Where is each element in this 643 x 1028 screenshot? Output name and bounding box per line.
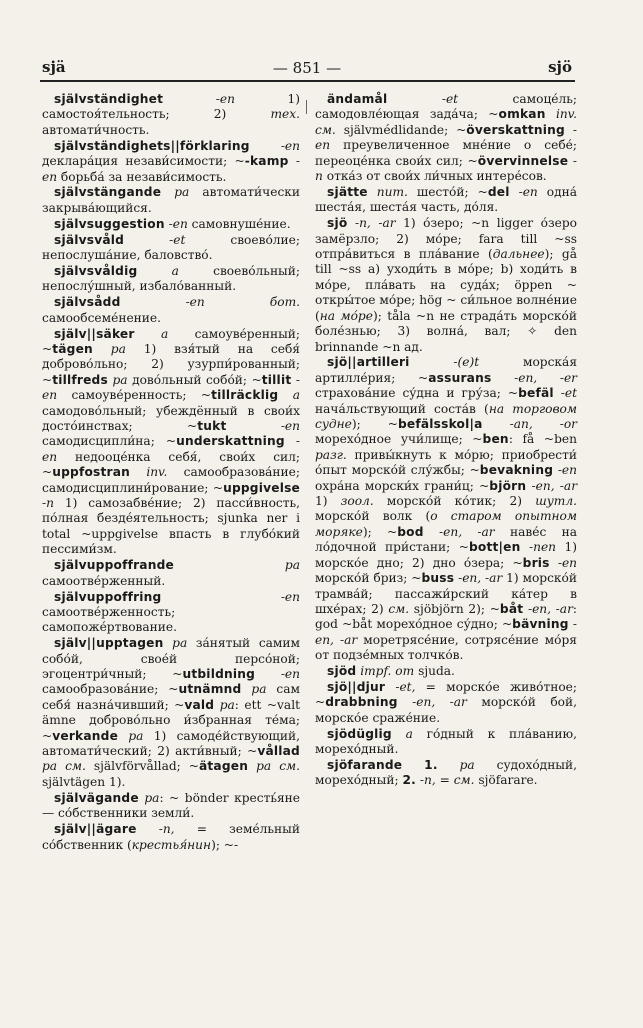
left-column: [42, 92, 300, 853]
page-number: — 851 —: [272, 59, 342, 77]
dictionary-entry: självsvåldig a своево́льный; непослу́шный, избало́ванный.: [42, 263, 300, 294]
dictionary-entry: själv||ägare -n, = земе́льный со́бственник (крестья́нин); ~-: [42, 822, 301, 852]
dictionary-entry: sjö||artilleri -(e)t морска́я артилле́рия; ~assurans -en, -er страхова́ние су́дна и гру́за; ~befäl -et нача́льствующий соста́в (на торговом судне); ~befälsskol|a -an, -or морехо́дное учи́лище; ~ben: få ~ben разг. привы́кнуть к мо́рю; приобрести́ о́пыт морско́й слу́жбы; ~bevakning -en охра́на морски́х грани́ц; ~björn -en, -ar 1) зоол. морско́й ко́тик; 2) шутл. морско́й волк (о старом опытном моряке); ~bod -en, -ar наве́с на ло́дочной при́стани; ~bott|en -nen 1) морско́е дно; 2) дно о́зера; ~bris -en морско́й бриз; ~buss -en, -ar 1) морско́й трамва́й; пассажи́рский ка́тер в шхе́рах; 2) см. sjöbjörn 2); ~båt -en, -ar: god ~båt морехо́дное су́дно; ~bävning -en, -ar моретрясе́ние, сотрясе́ние мо́ря от подзе́мных толчко́в.: [315, 355, 578, 663]
guide-word-left: sjä: [42, 58, 66, 76]
dictionary-entry: självuppoffrande pa самоотве́рженный.: [42, 558, 300, 588]
dictionary-entry: sjö -n, -ar 1) о́зеро; ~n ligger о́зеро замёрзло; 2) мо́ре; fara till ~ss отпра́виться в пла́вание (дальнее); gå till ~ss а) уходи́ть в мо́ре; b) ходи́ть в мо́ре, пла́вать на суда́х; öppen ~ откры́тое мо́ре; hög ~ си́льное волне́ние (на мо́ре); tåla ~n не страда́ть морско́й боле́знью; 3) волна́, вал; ✧ den brinnande ~n ад.: [315, 216, 578, 354]
header-rule: [40, 80, 575, 82]
dictionary-entry: sjödüglig a го́дный к пла́ванию, морехо́дный.: [315, 726, 577, 757]
dictionary-entry: självständighet -en 1) самостоя́тельность; 2) тех. автомати́чность.: [42, 92, 301, 137]
right-column: [315, 92, 577, 789]
dictionary-entry: självstängande pa автомати́чески закрыва́ющийся.: [42, 185, 301, 215]
dictionary-entry: självuppoffring -en самоотве́рженность; самопоже́ртвование.: [42, 589, 300, 635]
dictionary-entry: själv||upptagen pa за́нятый самим собо́й, свое́й персо́ной; эгоцентри́чный; ~utbildning -en самообразова́ние; ~utnämnd pa сам себя́ назна́чивший; ~vald pa: ett ~valt ämne доброво́льно и́збранная те́ма; ~verkande pa 1) самоде́йствующий, автомати́ческий; 2) акти́вный; ~vållad pa см. självförvållad; ~ätagen pa см. självtägen 1).: [42, 636, 301, 789]
dictionary-entry: sjätte num. шесто́й; ~del -en одна́ шеста́я, шеста́я часть, до́ля.: [315, 184, 578, 215]
dictionary-entry: sjö||djur -et, = морско́е живо́тное; ~drabbning -en, -ar морско́й бой, морско́е сраже́ние.: [315, 679, 578, 725]
dictionary-entry: sjöfarande 1. pa судохо́дный, морехо́дный; 2. -n, = см. sjöfarare.: [315, 757, 578, 788]
guide-word-right: sjö: [548, 58, 572, 76]
dictionary-entry: själv||säker a самоуве́ренный; ~tägen pa 1) взя́тый на себя́ доброво́льно; 2) узурпи́рованный; ~tillfreds pa дово́льный собо́й; ~tillit -en самоуве́ренность; ~tillräcklig a самодово́льный; убеждённый в свои́х досто́инствах; ~tukt -en самодисципли́на; ~underskattning -en недооце́нка себя́, свои́х сил; ~uppfostran inv. самообразова́ние; самодисциплини́рование; ~uppgivelse -n 1) самозабве́ние; 2) пасси́вность, по́лная безде́ятельность; sjunka ner i total ~uppgivelse впасть в глубо́кий пессими́зм.: [42, 326, 300, 557]
dictionary-entry: självständighets||förklaring -en деклара́ция незави́симости; ~-kamp -en борьба́ за незави́симость.: [42, 138, 300, 184]
dictionary-entry: sjöd impf. от sjuda.: [327, 664, 455, 679]
dictionary-entry: självsuggestion -en самовнуше́ние.: [54, 216, 291, 231]
dictionary-entry: självägande pa: ~ bönder кресть́яне — со́бственники земли́.: [42, 790, 300, 821]
dictionary-entry: självsådd -en бот. самообсеме́нение.: [42, 295, 300, 325]
dictionary-entry: ändamål -et самоце́ль; самодовле́ющая зада́ча; ~omkan inv. см. självmédlidande; ~överskattning -en преувеличенное мне́ние о себе́; переоце́нка свои́х сил; ~övervinnelse -n отка́з от свои́х ли́чных интере́сов.: [315, 92, 577, 184]
dictionary-entry: självsvåld -et своево́лие; непослуша́ние, баловство́.: [42, 232, 300, 263]
column-divider: [306, 100, 307, 114]
